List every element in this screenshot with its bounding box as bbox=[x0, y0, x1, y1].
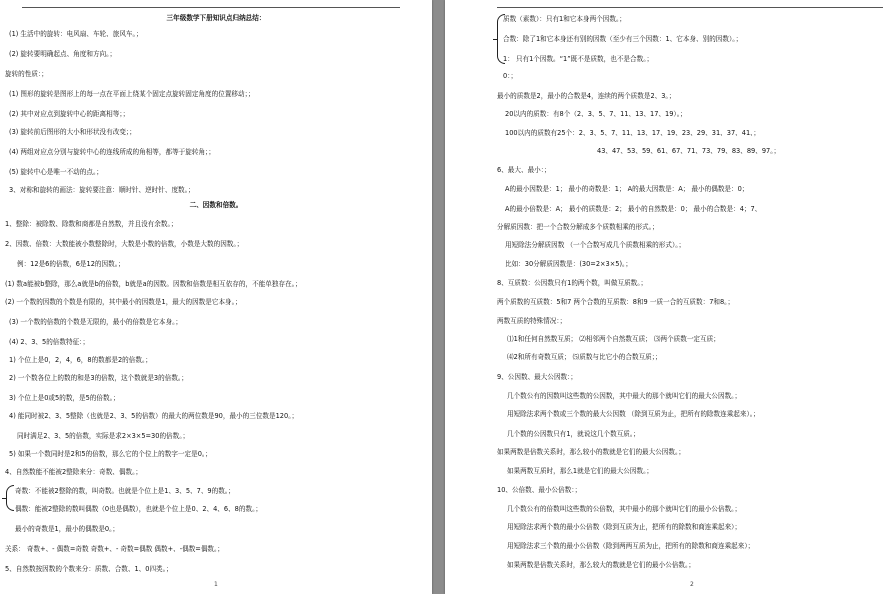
document-page-1 bbox=[0, 0, 432, 594]
text-line: 43、47、53、59、61、67、71、73、79、83、89、97。； bbox=[597, 147, 781, 155]
text-line: (2) 旋转要明确起点、角度和方向。； bbox=[9, 50, 117, 58]
text-line: ⑴1和任何自然数互质； ⑵相邻两个自然数互质； ⑶两个质数一定互质； bbox=[507, 335, 720, 343]
text-line: (5) 旋转中心是唯一不动的点。； bbox=[9, 168, 103, 176]
text-line: 如果两数是倍数关系时，那么较小的数就是它们的最大公因数。； bbox=[497, 448, 685, 456]
text-line: (1) 生活中的旋转：电风扇、车轮、旅风车。； bbox=[9, 30, 143, 38]
text-line: 100以内的质数有25个：2、3、5、7、11、13、17、19、23、29、31、37、41、； bbox=[505, 129, 761, 137]
header-rule bbox=[22, 7, 400, 8]
text-line: 1： 只有1个因数。“1”既不是质数，也不是合数。； bbox=[503, 55, 654, 63]
text-line: 3、对称和旋转的画法：旋转要注意：顺时针、逆时针、度数。； bbox=[9, 186, 195, 194]
text-line: 如果两数互质时，那么1就是它们的最大公因数。； bbox=[507, 467, 653, 475]
text-line: 最小的质数是2，最小的合数是4，连续的两个质数是2、3。； bbox=[497, 92, 676, 100]
brace-bracket bbox=[497, 14, 505, 64]
text-line: 2、因数、倍数：大数能被小数整除时，大数是小数的倍数，小数是大数的因数。； bbox=[5, 240, 244, 248]
text-line: 4) 能同时被2、3、5整除（也就是2、3、5的倍数）的最大的两位数是90，最小的三位数是120。； bbox=[9, 412, 299, 420]
text-line: 关系： 奇数+、- 偶数=奇数 奇数+、- 奇数=偶数 偶数+、-偶数=偶数。； bbox=[5, 545, 224, 553]
document-page-2 bbox=[445, 0, 889, 594]
text-line: 1、整除：被除数、除数和商都是自然数，并且没有余数。； bbox=[5, 220, 178, 228]
text-line: 几个数的公因数只有1，就说这几个数互质。； bbox=[507, 430, 640, 438]
text-line: (3) 一个数的倍数的个数是无限的，最小的倍数是它本身。； bbox=[9, 318, 182, 326]
text-line: 2) 一个数各位上的数的和是3的倍数，这个数就是3的倍数。； bbox=[9, 374, 188, 382]
text-line: 几个数公有的因数叫这些数的公因数，其中最大的那个就叫它们的最大公因数。； bbox=[507, 392, 742, 400]
text-line: 两数互质的特殊情况：； bbox=[497, 317, 567, 325]
text-line: ⑷2和所有奇数互质； ⑸质数与比它小的合数互质；； bbox=[507, 353, 662, 361]
text-line: 10、公倍数、最小公倍数：； bbox=[497, 486, 582, 494]
page-number: 2 bbox=[690, 581, 694, 588]
text-line: 合数：除了1和它本身还有别的因数（至少有三个因数：1、它本身、别的因数）。； bbox=[503, 35, 743, 43]
text-line: 用短除法求两个数或三个数的最大公因数 （除到互质为止，把所有的除数连乘起来）。； bbox=[507, 410, 760, 418]
text-line: (4) 两组对应点分别与旋转中心的连线所成的角相等，都等于旋转角；； bbox=[9, 148, 215, 156]
text-line: 20以内的质数：有8个（2、3、5、7、11、13、17、19）。； bbox=[505, 110, 687, 118]
text-line: 例：12是6的倍数，6是12的因数。； bbox=[17, 260, 125, 268]
text-line: A的最小因数是：1； 最小的奇数是：1； A的最大因数是：A； 最小的偶数是：0； bbox=[505, 185, 749, 193]
header-rule bbox=[497, 7, 883, 8]
text-line: 3) 个位上是0或5的数，是5的倍数。； bbox=[9, 394, 120, 402]
document-title: 三年级数学下册知识点归纳总结： bbox=[166, 14, 266, 22]
text-line: 如果两数是倍数关系时，那么较大的数就是它们的最小公倍数。； bbox=[507, 561, 695, 569]
text-line: 用短除法求三个数的最小公倍数（除到两两互质为止，把所有的除数和商连乘起来）； bbox=[507, 542, 755, 550]
text-line: 用短除法求两个数的最小公倍数（除到互质为止，把所有的除数和商连乘起来）； bbox=[507, 523, 742, 531]
text-line: (2) 其中对应点到旋转中心的距离相等；； bbox=[9, 110, 130, 118]
text-line: 两个质数的互质数：5和7 两个合数的互质数：8和9 一质一合的互质数：7和8。； bbox=[497, 298, 735, 306]
text-line: 比如：30分解质因数是：(30=2×3×5)。； bbox=[505, 260, 632, 268]
text-line: 用短除法分解质因数 （一个合数写成几个质数相乘的形式）。； bbox=[505, 241, 686, 249]
text-line: A的最小倍数是：A； 最小的质数是：2； 最小的自然数是：0； 最小的合数是：4；7、 bbox=[505, 205, 762, 213]
text-line: (1) 图形的旋转是图形上的每一点在平面上绕某个固定点旋转固定角度的位置移动；； bbox=[9, 90, 255, 98]
text-line: 几个数公有的倍数叫这些数的公倍数，其中最小的那个就叫它们的最小公倍数。； bbox=[507, 505, 742, 513]
text-line: 0：； bbox=[503, 72, 518, 80]
text-line: (4) 2、3、5的倍数特征：； bbox=[9, 338, 90, 346]
text-line: 5、自然数按因数的个数来分：质数、合数、1、0四类。； bbox=[5, 565, 173, 573]
text-line: 最小的奇数是1，最小的偶数是0。； bbox=[15, 525, 119, 533]
page-number: 1 bbox=[214, 581, 218, 588]
text-line: 分解质因数：把一个合数分解成多个质数相乘的形式。； bbox=[497, 223, 659, 231]
text-line: 偶数：能被2整除的数叫偶数（0也是偶数），也就是个位上是0、2、4、6、8的数。； bbox=[15, 505, 262, 513]
text-line: 同时满足2、3、5的倍数，实际是求2×3×5=30的倍数。； bbox=[17, 432, 190, 440]
text-line: 旋转的性质：； bbox=[5, 70, 48, 78]
text-line: 奇数：不能被2整除的数，叫奇数。也就是个位上是1、3、5、7、9的数。； bbox=[15, 487, 235, 495]
text-line: (2) 一个数的因数的个数是有限的，其中最小的因数是1，最大的因数是它本身。； bbox=[5, 298, 242, 306]
text-line: (1) 数a能被b整除，那么a就是b的倍数，b就是a的因数。因数和倍数是相互依存的，不能单独存在。； bbox=[5, 280, 302, 288]
text-line: 5) 如果一个数同时是2和5的倍数，那么它的个位上的数字一定是0。； bbox=[9, 450, 212, 458]
text-line: 4、自然数能不能被2整除来分：奇数、偶数。； bbox=[5, 468, 142, 476]
text-line: 9、公因数、最大公因数：； bbox=[497, 373, 578, 381]
brace-bracket bbox=[6, 485, 14, 511]
text-line: 质数（素数）：只有1和它本身两个因数。； bbox=[503, 15, 626, 23]
section-heading: 二、因数和倍数。 bbox=[189, 201, 243, 209]
text-line: 6、最大、最小：； bbox=[497, 166, 551, 174]
text-line: 1) 个位上是0，2，4，6，8的数都是2的倍数。； bbox=[9, 356, 152, 364]
text-line: (3) 旋转前后图形的大小和形状没有改变；； bbox=[9, 128, 136, 136]
text-line: 8、互质数：公因数只有1的两个数，叫做互质数。； bbox=[497, 279, 648, 287]
